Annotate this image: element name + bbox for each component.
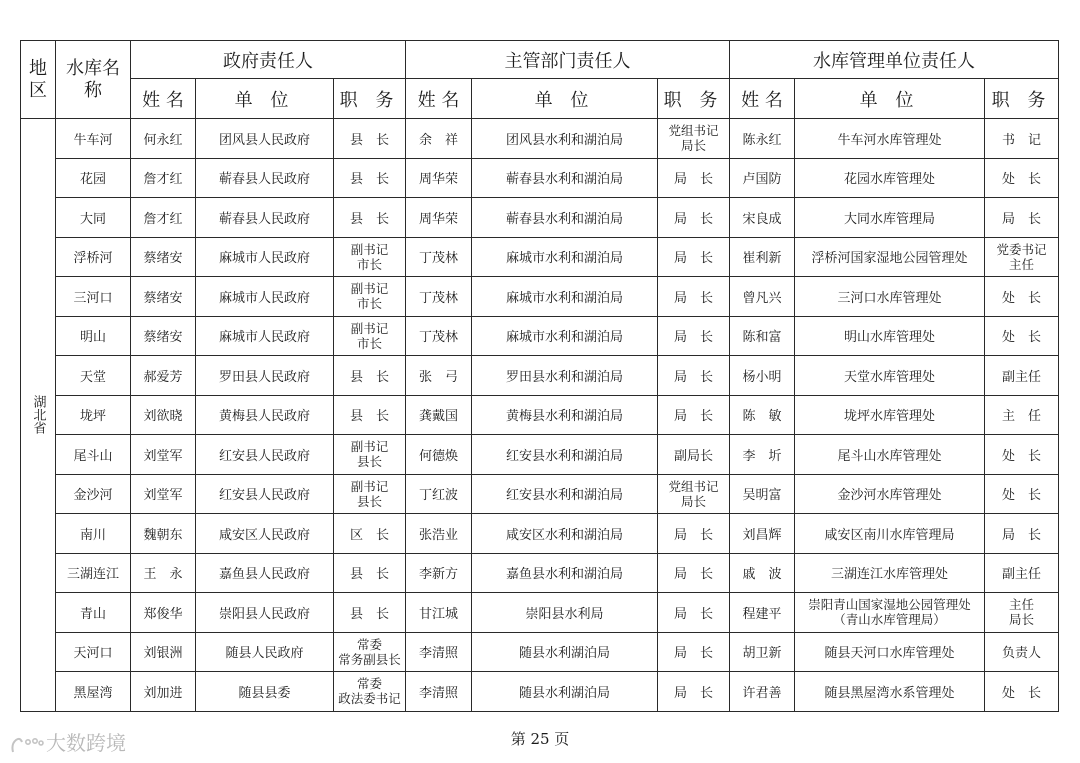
gov-unit-cell: 罗田县人民政府 (196, 356, 334, 396)
dept-title-cell: 局 长 (658, 158, 730, 198)
dept-title-line: 局长 (681, 138, 707, 154)
gov-name-cell: 刘加进 (131, 672, 196, 712)
dept-title-line: 党组书记 (668, 478, 719, 494)
mgmt-title-line: 主任 (1009, 256, 1035, 272)
gov-title-cell (334, 672, 406, 712)
gov-title-line: 市长 (357, 256, 383, 272)
gov-name-cell: 詹才红 (131, 158, 196, 198)
mgmt-title-cell: 处 长 (985, 672, 1059, 712)
table-row (21, 237, 1059, 277)
table-row (21, 316, 1059, 356)
dept-name-cell: 丁茂林 (406, 277, 472, 317)
dept-unit-cell: 罗田县水利和湖泊局 (472, 356, 658, 396)
table-row (21, 553, 1059, 593)
mgmt-unit-cell: 金沙河水库管理处 (795, 474, 985, 514)
mgmt-title-cell: 局 长 (985, 198, 1059, 238)
header-dept-unit: 单 位 (472, 79, 658, 119)
dept-title-cell: 局 长 (658, 395, 730, 435)
dept-name-cell: 龚戴国 (406, 395, 472, 435)
mgmt-title-line: 党委书记 (996, 241, 1047, 257)
dept-name-cell: 余 祥 (406, 119, 472, 159)
dept-name-cell: 丁茂林 (406, 316, 472, 356)
reservoir-name-cell: 三河口 (56, 277, 131, 317)
dept-title-cell: 副局长 (658, 435, 730, 475)
table-row (21, 395, 1059, 435)
mgmt-title-cell (985, 237, 1059, 277)
region-cell: 湖北省 (21, 119, 56, 712)
header-mgmt-name: 姓 名 (730, 79, 795, 119)
mgmt-name-cell: 陈 敏 (730, 395, 795, 435)
reservoir-responsibility-table (20, 40, 1059, 712)
dept-name-cell: 丁红波 (406, 474, 472, 514)
reservoir-name-cell: 天堂 (56, 356, 131, 396)
gov-name-cell: 何永红 (131, 119, 196, 159)
dept-title-cell (658, 119, 730, 159)
mgmt-title-line: 局长 (1009, 612, 1035, 628)
mgmt-unit-cell: 随县黑屋湾水系管理处 (795, 672, 985, 712)
gov-name-cell: 郝爱芳 (131, 356, 196, 396)
gov-title-line: 县长 (357, 454, 383, 470)
gov-title-line: 副书记 (350, 478, 389, 494)
gov-unit-cell: 麻城市人民政府 (196, 277, 334, 317)
mgmt-title-cell (985, 593, 1059, 633)
gov-name-cell: 刘欲晓 (131, 395, 196, 435)
gov-unit-cell: 随县县委 (196, 672, 334, 712)
mgmt-title-cell: 局 长 (985, 514, 1059, 554)
watermark-text: 大数跨境 (46, 731, 126, 755)
dept-unit-cell: 麻城市水利和湖泊局 (472, 316, 658, 356)
mgmt-unit-cell: 三河口水库管理处 (795, 277, 985, 317)
header-reservoir-name: 水库名称 (56, 41, 131, 119)
dept-title-cell: 局 长 (658, 198, 730, 238)
dept-title-cell: 局 长 (658, 277, 730, 317)
dept-name-cell: 甘江城 (406, 593, 472, 633)
gov-title-cell: 县 长 (334, 395, 406, 435)
mgmt-unit-cell: 尾斗山水库管理处 (795, 435, 985, 475)
dept-unit-cell: 麻城市水利和湖泊局 (472, 237, 658, 277)
mgmt-name-cell: 戚 波 (730, 553, 795, 593)
table-row (21, 514, 1059, 554)
table-row (21, 474, 1059, 514)
gov-unit-cell: 随县人民政府 (196, 632, 334, 672)
dept-title-cell (658, 474, 730, 514)
gov-name-cell: 刘堂军 (131, 435, 196, 475)
dept-title-line: 党组书记 (668, 123, 719, 139)
mgmt-name-cell: 许君善 (730, 672, 795, 712)
reservoir-name-cell: 金沙河 (56, 474, 131, 514)
header-region: 地区 (21, 41, 56, 119)
gov-title-cell: 县 长 (334, 593, 406, 633)
gov-title-cell (334, 632, 406, 672)
page-number: 第 25 页 (510, 730, 570, 748)
table-body (21, 119, 1059, 712)
dept-unit-cell: 团风县水利和湖泊局 (472, 119, 658, 159)
dept-name-cell: 丁茂林 (406, 237, 472, 277)
gov-title-line: 副书记 (350, 320, 389, 336)
header-department-responsible: 主管部门责任人 (406, 41, 730, 79)
dept-unit-cell: 红安县水利和湖泊局 (472, 435, 658, 475)
dept-title-cell: 局 长 (658, 356, 730, 396)
mgmt-unit-cell: 花园水库管理处 (795, 158, 985, 198)
header-gov-unit: 单 位 (196, 79, 334, 119)
dept-title-cell: 局 长 (658, 237, 730, 277)
mgmt-unit-line: 崇阳青山国家湿地公园管理处 (808, 597, 971, 613)
gov-title-cell: 县 长 (334, 356, 406, 396)
header-dept-name: 姓 名 (406, 79, 472, 119)
mgmt-title-cell: 处 长 (985, 435, 1059, 475)
mgmt-title-line: 主任 (1009, 597, 1035, 613)
gov-unit-cell: 团风县人民政府 (196, 119, 334, 159)
gov-title-cell (334, 474, 406, 514)
gov-name-cell: 蔡绪安 (131, 316, 196, 356)
dept-unit-cell: 蕲春县水利和湖泊局 (472, 198, 658, 238)
mgmt-unit-cell: 大同水库管理局 (795, 198, 985, 238)
dept-unit-cell: 红安县水利和湖泊局 (472, 474, 658, 514)
mgmt-name-cell: 陈和富 (730, 316, 795, 356)
mgmt-title-cell: 书 记 (985, 119, 1059, 159)
gov-title-cell (334, 277, 406, 317)
reservoir-name-cell: 天河口 (56, 632, 131, 672)
gov-name-cell: 詹才红 (131, 198, 196, 238)
table-row (21, 158, 1059, 198)
gov-name-cell: 王 永 (131, 553, 196, 593)
header-dept-title: 职 务 (658, 79, 730, 119)
mgmt-unit-cell: 垅坪水库管理处 (795, 395, 985, 435)
dept-title-cell: 局 长 (658, 672, 730, 712)
gov-unit-cell: 蕲春县人民政府 (196, 198, 334, 238)
dept-unit-cell: 嘉鱼县水利和湖泊局 (472, 553, 658, 593)
mgmt-unit-line: （青山水库管理局） (833, 612, 946, 628)
mgmt-unit-cell (795, 593, 985, 633)
gov-unit-cell: 红安县人民政府 (196, 474, 334, 514)
mgmt-name-cell: 程建平 (730, 593, 795, 633)
gov-name-cell: 郑俊华 (131, 593, 196, 633)
table-row (21, 356, 1059, 396)
mgmt-title-cell: 主 任 (985, 395, 1059, 435)
mgmt-name-cell: 陈永红 (730, 119, 795, 159)
gov-title-line: 市长 (357, 296, 383, 312)
reservoir-name-cell: 浮桥河 (56, 237, 131, 277)
reservoir-name-cell: 黑屋湾 (56, 672, 131, 712)
dept-name-cell: 李清照 (406, 672, 472, 712)
reservoir-name-cell: 垅坪 (56, 395, 131, 435)
dept-unit-cell: 随县水利湖泊局 (472, 632, 658, 672)
dept-title-cell: 局 长 (658, 632, 730, 672)
gov-unit-cell: 红安县人民政府 (196, 435, 334, 475)
dept-unit-cell: 黄梅县水利和湖泊局 (472, 395, 658, 435)
table-row (21, 435, 1059, 475)
mgmt-title-cell: 负责人 (985, 632, 1059, 672)
gov-title-cell: 县 长 (334, 553, 406, 593)
header-gov-name: 姓 名 (131, 79, 196, 119)
gov-title-line: 政法委书记 (338, 691, 401, 707)
gov-title-line: 副书记 (350, 241, 389, 257)
reservoir-name-cell: 青山 (56, 593, 131, 633)
gov-unit-cell: 咸安区人民政府 (196, 514, 334, 554)
mgmt-unit-cell: 牛车河水库管理处 (795, 119, 985, 159)
table-row (21, 593, 1059, 633)
reservoir-name-cell: 尾斗山 (56, 435, 131, 475)
table-row (21, 119, 1059, 159)
reservoir-name-cell: 花园 (56, 158, 131, 198)
mgmt-unit-cell: 明山水库管理处 (795, 316, 985, 356)
gov-title-line: 常委 (357, 636, 383, 652)
header-gov-title: 职 务 (334, 79, 406, 119)
gov-title-line: 副书记 (350, 439, 389, 455)
dept-name-cell: 李清照 (406, 632, 472, 672)
mgmt-name-cell: 卢国防 (730, 158, 795, 198)
header-mgmt-title: 职 务 (985, 79, 1059, 119)
gov-name-cell: 刘银洲 (131, 632, 196, 672)
gov-title-line: 副书记 (350, 281, 389, 297)
gov-title-cell: 县 长 (334, 158, 406, 198)
mgmt-name-cell: 崔利新 (730, 237, 795, 277)
dept-name-cell: 周华荣 (406, 198, 472, 238)
gov-unit-cell: 麻城市人民政府 (196, 316, 334, 356)
table-row (21, 632, 1059, 672)
header-management-responsible: 水库管理单位责任人 (730, 41, 1059, 79)
dept-unit-cell: 崇阳县水利局 (472, 593, 658, 633)
gov-unit-cell: 蕲春县人民政府 (196, 158, 334, 198)
gov-title-line: 市长 (357, 335, 383, 351)
dept-title-line: 局长 (681, 493, 707, 509)
header-mgmt-unit: 单 位 (795, 79, 985, 119)
gov-title-line: 常务副县长 (338, 651, 401, 667)
mgmt-name-cell: 李 圻 (730, 435, 795, 475)
gov-title-cell (334, 237, 406, 277)
dept-title-cell: 局 长 (658, 593, 730, 633)
mgmt-name-cell: 宋良成 (730, 198, 795, 238)
mgmt-title-cell: 副主任 (985, 553, 1059, 593)
dept-name-cell: 张浩业 (406, 514, 472, 554)
gov-title-line: 县长 (357, 493, 383, 509)
reservoir-name-cell: 南川 (56, 514, 131, 554)
table-row (21, 672, 1059, 712)
mgmt-name-cell: 胡卫新 (730, 632, 795, 672)
reservoir-name-cell: 明山 (56, 316, 131, 356)
dept-title-cell: 局 长 (658, 316, 730, 356)
gov-unit-cell: 麻城市人民政府 (196, 237, 334, 277)
gov-name-cell: 魏朝东 (131, 514, 196, 554)
gov-title-cell: 县 长 (334, 119, 406, 159)
dept-name-cell: 李新方 (406, 553, 472, 593)
gov-unit-cell: 崇阳县人民政府 (196, 593, 334, 633)
gov-title-cell: 县 长 (334, 198, 406, 238)
dept-unit-cell: 咸安区水利和湖泊局 (472, 514, 658, 554)
dept-name-cell: 何德焕 (406, 435, 472, 475)
mgmt-unit-cell: 天堂水库管理处 (795, 356, 985, 396)
mgmt-unit-cell: 随县天河口水库管理处 (795, 632, 985, 672)
dept-unit-cell: 麻城市水利和湖泊局 (472, 277, 658, 317)
mgmt-unit-cell: 浮桥河国家湿地公园管理处 (795, 237, 985, 277)
gov-name-cell: 蔡绪安 (131, 237, 196, 277)
mgmt-title-cell: 处 长 (985, 316, 1059, 356)
dept-unit-cell: 蕲春县水利和湖泊局 (472, 158, 658, 198)
gov-title-line: 常委 (357, 676, 383, 692)
header-government-responsible: 政府责任人 (131, 41, 406, 79)
gov-title-cell: 区 长 (334, 514, 406, 554)
table-row (21, 198, 1059, 238)
dept-unit-cell: 随县水利湖泊局 (472, 672, 658, 712)
gov-title-cell (334, 316, 406, 356)
mgmt-name-cell: 曾凡兴 (730, 277, 795, 317)
dept-title-cell: 局 长 (658, 514, 730, 554)
gov-name-cell: 蔡绪安 (131, 277, 196, 317)
mgmt-unit-cell: 咸安区南川水库管理局 (795, 514, 985, 554)
mgmt-title-cell: 处 长 (985, 277, 1059, 317)
gov-unit-cell: 黄梅县人民政府 (196, 395, 334, 435)
gov-name-cell: 刘堂军 (131, 474, 196, 514)
reservoir-name-cell: 牛车河 (56, 119, 131, 159)
mgmt-name-cell: 刘昌辉 (730, 514, 795, 554)
dept-name-cell: 张 弓 (406, 356, 472, 396)
mgmt-unit-cell: 三湖连江水库管理处 (795, 553, 985, 593)
mgmt-title-cell: 处 长 (985, 158, 1059, 198)
table-row (21, 277, 1059, 317)
reservoir-name-cell: 大同 (56, 198, 131, 238)
reservoir-name-cell: 三湖连江 (56, 553, 131, 593)
dept-title-cell: 局 长 (658, 553, 730, 593)
dept-name-cell: 周华荣 (406, 158, 472, 198)
mgmt-name-cell: 吴明富 (730, 474, 795, 514)
mgmt-title-cell: 处 长 (985, 474, 1059, 514)
gov-title-cell (334, 435, 406, 475)
mgmt-title-cell: 副主任 (985, 356, 1059, 396)
gov-unit-cell: 嘉鱼县人民政府 (196, 553, 334, 593)
mgmt-name-cell: 杨小明 (730, 356, 795, 396)
